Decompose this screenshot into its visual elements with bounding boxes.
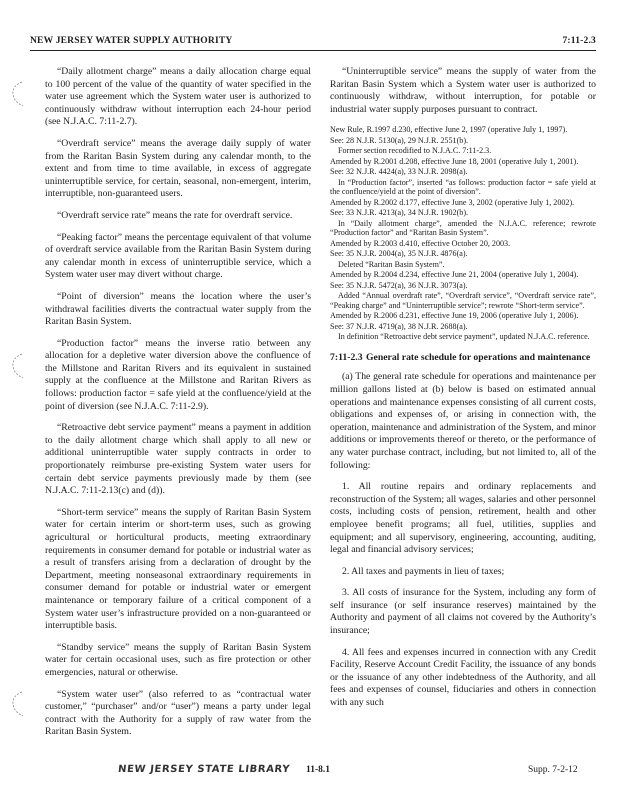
definition-daily-allotment-charge: “Daily allotment charge” means a daily allocation charge equal to 100 percent of the value of the quantity of water specified in the water use agreement which the System water user is authorized to continuously withdraw without interruption each 24-hour period (see N.J.A.C. 7:11-2.7). xyxy=(45,66,311,128)
binder-hole-mark xyxy=(8,80,28,108)
paragraph-a: (a) The general rate schedule for operations and maintenance per million gallons listed at (b) below is based on estimated annual operations and maintenance expenses consisting of all current costs, obligations and expenses of, or arising in connection with, the operation, maintenance and administration of the System, and minor additions or improvements thereof or thereto, or the performance of any water purchase contract, including, but not limited to, all of the following: xyxy=(330,371,596,471)
definition-uninterruptible-service: “Uninterruptible service” means the supply of water from the Raritan Basin System which a System water user is authorized to continuously withdraw, without interruption, for potable or industrial water supply purposes pursuant to contract. xyxy=(330,66,596,115)
definition-overdraft-service-rate: “Overdraft service rate” means the rate for overdraft service. xyxy=(57,209,293,221)
binder-hole-mark xyxy=(8,352,28,380)
list-item: 2. All taxes and payments in lieu of taxes; xyxy=(342,565,505,577)
history-note: Former section recodified to N.J.A.C. 7:11-2.3. xyxy=(338,146,492,156)
running-header xyxy=(30,36,596,46)
history-citation: See: 37 N.J.R. 4719(a), 38 N.J.R. 2688(a). xyxy=(330,321,468,331)
history-citation: Amended by R.2003 d.410, effective October 20, 2003. xyxy=(330,238,511,248)
left-column xyxy=(45,66,311,748)
definition-standby-service: “Standby service” means the supply of Raritan Basin System water for certain occasional uses, such as fire protection or other emergencies, natural or otherwise. xyxy=(45,641,311,678)
history-citation: See: 28 N.J.R. 5130(a), 29 N.J.R. 2551(b). xyxy=(330,135,469,145)
binder-hole-mark xyxy=(8,690,28,718)
definition-system-water-user: “System water user” (also referred to as “contractual water customer,” “purchaser” and/or “user”) means a party under legal contract with the Authority for a supply of raw water from the Raritan Basin System. xyxy=(45,688,311,738)
definition-production-factor: “Production factor” means the inverse ratio between any allocation for a depletive water diversion above the confluence of the Millstone and Raritan Rivers and its equivalent in sustained supply at the confluence at the Millstone and Raritan Rivers as follows: production factor = safe yield at the confluence/yield at the point of diversion (see N.J.A.C. 7:11-2.9). xyxy=(45,337,311,412)
history-citation: See: 33 N.J.R. 4213(a), 34 N.J.R. 1902(b). xyxy=(330,208,469,218)
definition-point-of-diversion: “Point of diversion” means the location where the user’s withdrawal facilities diverts the contractual water supply from the Raritan Basin System. xyxy=(45,290,311,328)
history-note: Deleted “Raritan Basin System”. xyxy=(338,259,445,269)
history-citation: Amended by R.2004 d.234, effective June 21, 2004 (operative July 1, 2004). xyxy=(330,270,579,280)
history-citation: Amended by R.2002 d.177, effective June 3, 2002 (operative July 1, 2002). xyxy=(330,197,575,207)
list-item: 1. All routine repairs and ordinary replacements and reconstruction of the System; all wages, salaries and other personnel costs, including costs of pension, retirement, health and other employee benefit programs; all fuel, utilities, supplies and equipment; and all supervisory, engineering, accounting, auditing, legal and financial advisory services; xyxy=(330,481,596,556)
header-section-number: 7:11-2.3 xyxy=(562,36,596,46)
definition-overdraft-service: “Overdraft service” means the average daily supply of water from the Raritan Basin System during any calendar month, to the extent and from time to time available, in excess of aggregate uninterruptible service, for certain, seasonal, non-emergent, interim, interruptible, non-guaranteed users. xyxy=(45,137,311,200)
header-title: NEW JERSEY WATER SUPPLY AUTHORITY xyxy=(30,36,233,46)
supplement-date: Supp. 7-2-12 xyxy=(528,765,578,775)
list-item: 3. All costs of insurance for the System, including any form of self insurance (or self insurance reserves) maintained by the Authority and payment of all claims not covered by the Authority’s insurance; xyxy=(330,587,596,637)
section-heading xyxy=(330,352,596,364)
history-note: In definition “Retroactive debt service payment”, updated N.J.A.C. reference. xyxy=(338,332,590,342)
list-item: 4. All fees and expenses incurred in connection with any Credit Facility, Reserve Account Credit Facility, the issuance of any bonds or the issuance of any other indebtedness of the Authority, and all fees and expenses of counsel, fiduciaries and others in connection with any such xyxy=(330,646,596,709)
amendment-history xyxy=(330,125,596,342)
definition-peaking-factor: “Peaking factor” means the percentage equivalent of that volume of overdraft service available from the Raritan Basin System during any calendar month in excess of uninterruptible service, which a System water user may divert without charge. xyxy=(45,231,311,281)
section-number: 7:11-2.3 xyxy=(330,351,363,363)
history-note: Added “Annual overdraft rate”, “Overdraft service”, “Overdraft service rate”, “Peaking charge” and “Uninterruptible service”; rewrote “Short-term service”. xyxy=(330,291,596,310)
section-title: General rate schedule for operations and maintenance xyxy=(366,351,591,363)
header-rule xyxy=(30,50,596,51)
definition-short-term-service: “Short-term service” means the supply of Raritan Basin System water for certain interim or short-term uses, such as growing agricultural or horticultural products, meeting extraordinary requirements in consumer demand for potable or industrial water as a result of transfers arising from a declaration of drought by the Department, meeting nonseasonal extraordinary requirements in consumer demand for potable or industrial water or emergent maintenance or temporary failure of a critical component of a System water user’s infrastructure provided on a non-guaranteed or interruptible basis. xyxy=(45,506,311,632)
history-citation: Amended by R.2006 d.231, effective June 19, 2006 (operative July 1, 2006). xyxy=(330,311,579,321)
history-note: In “Production factor”, inserted “as follows: production factor = safe yield at the confluence/yield at the point of diversion”. xyxy=(330,177,596,197)
history-citation: See: 32 N.J.R. 4424(a), 33 N.J.R. 2098(a). xyxy=(330,167,468,177)
right-column xyxy=(330,66,596,719)
history-citation: Amended by R.2001 d.208, effective June 18, 2001 (operative July 1, 2001). xyxy=(330,156,579,166)
history-citation: See: 35 N.J.R. 5472(a), 36 N.J.R. 3073(a). xyxy=(330,280,468,290)
history-citation: New Rule, R.1997 d.230, effective June 2, 1997 (operative July 1, 1997). xyxy=(330,125,568,135)
library-stamp: NEW JERSEY STATE LIBRARY xyxy=(117,764,291,775)
page-number: 11-8.1 xyxy=(306,765,331,775)
history-note: In “Daily allotment charge”, amended the N.J.A.C. reference; rewrote “Production factor” and “Raritan Basin System”. xyxy=(330,218,596,238)
history-citation: See: 35 N.J.R. 2004(a), 35 N.J.R. 4876(a). xyxy=(330,249,468,259)
definition-retroactive-debt-service-payment: “Retroactive debt service payment” means a payment in addition to the daily allotment charge which shall apply to all new or additional uninterruptible water supply contracts in order to proportionately reimburse pre-existing System water users for certain debt service payments previously made by them (see N.J.A.C. 7:11-2.13(c) and (d)). xyxy=(45,422,311,497)
